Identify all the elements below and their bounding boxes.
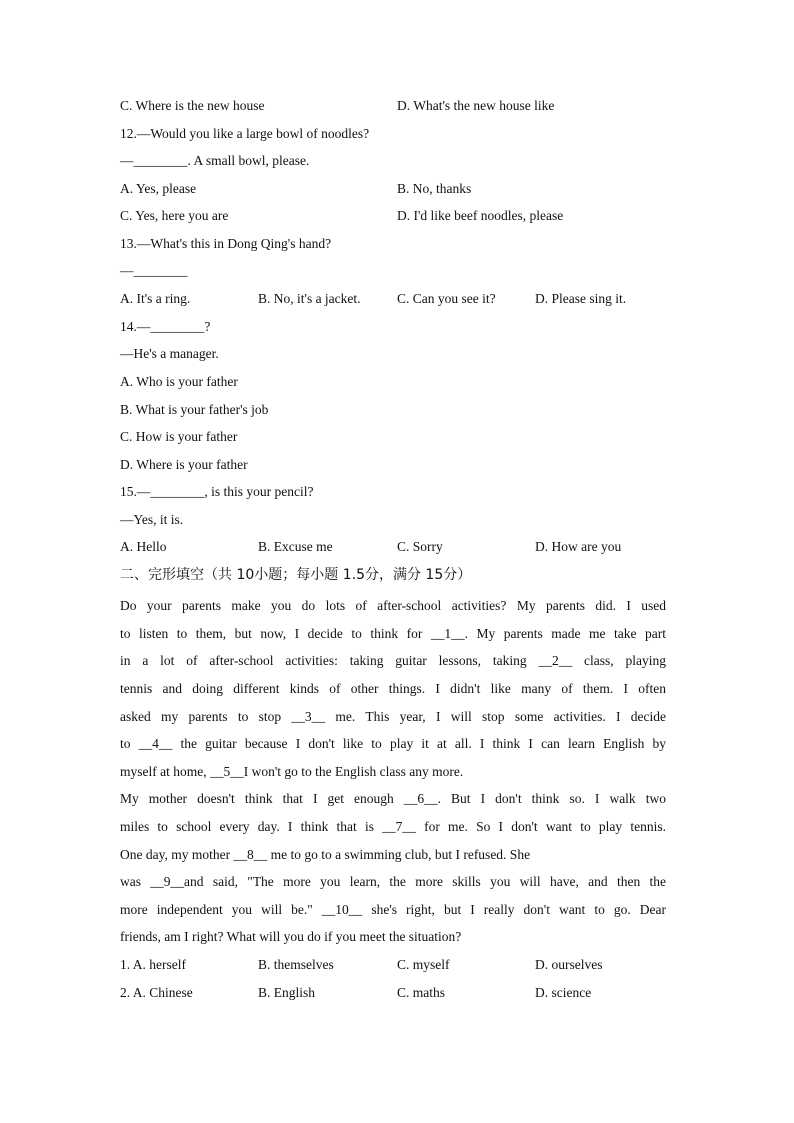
passage-line: miles to school every day. I think that is __7__ for me. So I don't want to play tennis. xyxy=(120,819,666,834)
q14-option-b: B. What is your father's job xyxy=(120,402,269,417)
q13-option-b: B. No, it's a jacket. xyxy=(258,291,361,306)
q13-option-d: D. Please sing it. xyxy=(535,291,627,306)
cloze-q1-option-b: B. themselves xyxy=(258,957,334,972)
passage-line: to listen to them, but now, I decide to think for __1__. My parents made me take part xyxy=(120,626,666,641)
q15-option-d: D. How are you xyxy=(535,539,622,554)
passage-line: My mother doesn't think that I get enough __6__. But I don't think so. I walk two xyxy=(120,791,666,806)
q11-option-c: C. Where is the new house xyxy=(120,98,265,113)
passage-line: asked my parents to stop __3__ me. This year, I will stop some activities. I decide xyxy=(120,709,666,724)
q14-option-c: C. How is your father xyxy=(120,429,238,444)
q13-option-a: A. It's a ring. xyxy=(120,291,191,306)
q12-option-d: D. I'd like beef noodles, please xyxy=(397,208,564,223)
q12-option-b: B. No, thanks xyxy=(397,181,472,196)
cloze-q2-option-b: B. English xyxy=(258,985,316,1000)
q14-stem: 14.—________? xyxy=(120,319,211,334)
q14-option-a: A. Who is your father xyxy=(120,374,238,389)
passage-line: Do your parents make you do lots of after-school activities? My parents did. I used xyxy=(120,598,666,613)
cloze-q2-option-c: C. maths xyxy=(397,985,446,1000)
q12-option-a: A. Yes, please xyxy=(120,181,197,196)
cloze-q2-option-d: D. science xyxy=(535,985,592,1000)
q15-option-b: B. Excuse me xyxy=(258,539,333,554)
passage-line: myself at home, __5__I won't go to the English class any more. xyxy=(120,764,464,779)
q12-option-c: C. Yes, here you are xyxy=(120,208,229,223)
passage-line: to __4__ the guitar because I don't like to play it at all. I think I can learn English by xyxy=(120,736,666,751)
passage-line: in a lot of after-school activities: taking guitar lessons, taking __2__ class, playing xyxy=(120,653,666,668)
q15-stem: 15.—________, is this your pencil? xyxy=(120,484,314,499)
q14-answer-line: —He's a manager. xyxy=(120,346,219,361)
cloze-q2-option-a: 2. A. Chinese xyxy=(120,985,193,1000)
passage-line: One day, my mother __8__ me to go to a swimming club, but I refused. She xyxy=(120,847,531,862)
cloze-q1-option-a: 1. A. herself xyxy=(120,957,186,972)
q15-option-a: A. Hello xyxy=(120,539,167,554)
q12-stem: 12.—Would you like a large bowl of noodles? xyxy=(120,126,370,141)
q12-answer-line: —________. A small bowl, please. xyxy=(120,153,310,168)
passage-line: tennis and doing different kinds of other things. I didn't like many of them. I often xyxy=(120,681,666,696)
cloze-q1-option-c: C. myself xyxy=(397,957,450,972)
passage-line: was __9__and said, "The more you learn, the more skills you will have, and then the xyxy=(120,874,666,889)
passage-line: more independent you will be." __10__ she's right, but I really don't want to go. Dear xyxy=(120,902,666,917)
q11-option-d: D. What's the new house like xyxy=(397,98,555,113)
cloze-q1-option-d: D. ourselves xyxy=(535,957,603,972)
section-heading-cloze: 二、完形填空（共 10小题；每小题 1.5分，满分 15分） xyxy=(120,567,472,583)
q13-stem: 13.—What's this in Dong Qing's hand? xyxy=(120,236,332,251)
q14-option-d: D. Where is your father xyxy=(120,457,248,472)
passage-line: friends, am I right? What will you do if you meet the situation? xyxy=(120,929,462,944)
q15-answer-line: —Yes, it is. xyxy=(120,512,184,527)
q15-option-c: C. Sorry xyxy=(397,539,443,554)
q13-answer-line: —________ xyxy=(120,263,188,278)
q13-option-c: C. Can you see it? xyxy=(397,291,496,306)
